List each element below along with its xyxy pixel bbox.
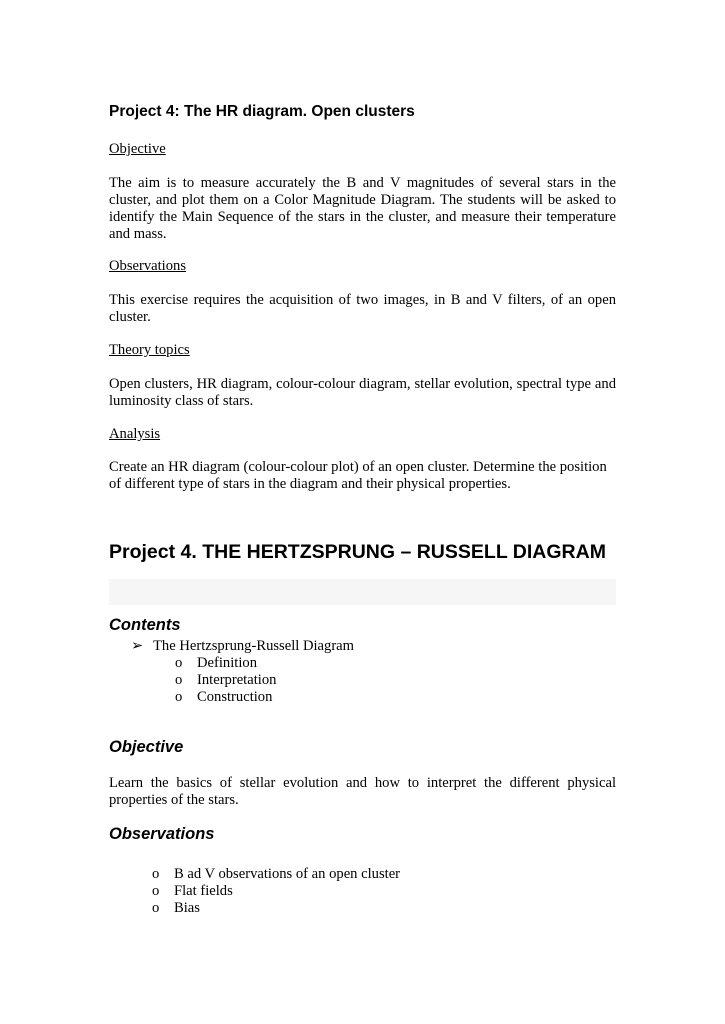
observations-full-heading: Observations (109, 825, 215, 843)
circle-bullet-icon: o (175, 672, 183, 688)
circle-bullet-icon: o (152, 883, 160, 899)
contents-heading: Contents (109, 616, 181, 634)
circle-bullet-icon: o (175, 689, 183, 705)
title-shadow-band (109, 579, 616, 605)
contents-subitem-label: Definition (197, 655, 257, 671)
observations-text: This exercise requires the acquisition of two images, in B and V filters, of an open cluster. (109, 292, 616, 325)
observations-heading: Observations (109, 258, 187, 274)
project-short-title: Project 4: The HR diagram. Open clusters (109, 103, 415, 120)
contents-item-label: The Hertzsprung-Russell Diagram (153, 638, 355, 654)
circle-bullet-icon: o (152, 866, 160, 882)
analysis-heading: Analysis (109, 426, 161, 442)
circle-bullet-icon: o (175, 655, 183, 671)
theory-topics-text: Open clusters, HR diagram, colour-colour diagram, stellar evolution, spectral type and luminosity class of stars. (109, 376, 616, 409)
objective-text: The aim is to measure accurately the B and V magnitudes of several stars in the cluster, and plot them on a Color Magnitude Diagram. The students will be asked to identify the Main Sequence of the stars in the cluster, and measure their temperature and mass. (109, 175, 616, 242)
objective-heading: Objective (109, 141, 166, 157)
analysis-text: Create an HR diagram (colour-colour plot) of an open cluster. Determine the position of different type of stars in the diagram and their physical properties. (109, 459, 607, 492)
circle-bullet-icon: o (152, 900, 160, 916)
objective-full-heading: Objective (109, 738, 184, 756)
observations-item-label: B ad V observations of an open cluster (174, 866, 401, 882)
project-full-title: Project 4. THE HERTZSPRUNG – RUSSELL DIAGRAM (109, 541, 606, 563)
contents-subitem-label: Interpretation (197, 672, 277, 688)
arrow-bullet-icon: ➢ (131, 638, 144, 654)
observations-item-label: Flat fields (174, 883, 233, 899)
contents-subitem-label: Construction (197, 689, 273, 705)
objective-full-text: Learn the basics of stellar evolution and how to interpret the different physical properties of the stars. (109, 775, 616, 808)
observations-item-label: Bias (174, 900, 200, 916)
theory-topics-heading: Theory topics (109, 342, 190, 358)
